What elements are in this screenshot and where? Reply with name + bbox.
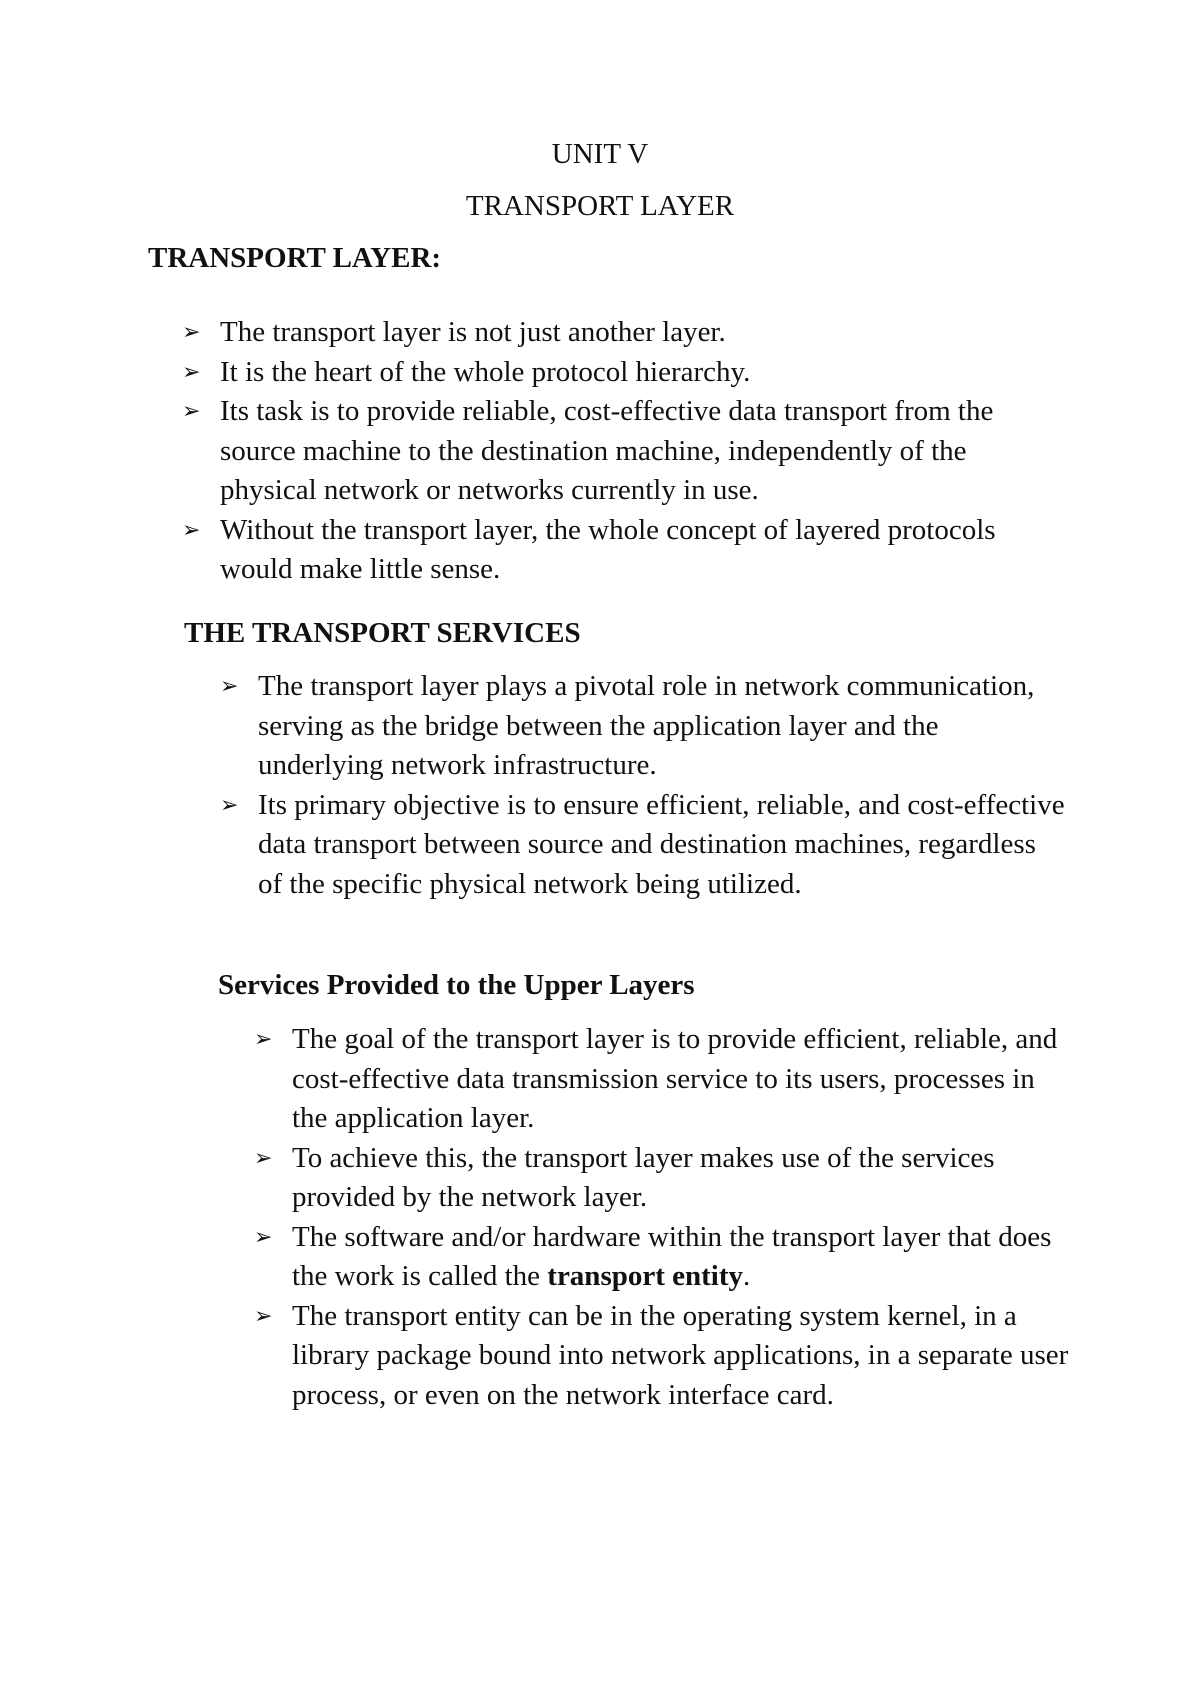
arrow-bullet-icon: ➢ <box>182 517 201 543</box>
list-item: ➢ Its primary objective is to ensure efficient, reliable, and cost-effective data transport between source and destination machines, regardless of the specific physical network being utilized. <box>220 786 1065 905</box>
arrow-bullet-icon: ➢ <box>182 359 201 385</box>
list-item: ➢ Its task is to provide reliable, cost-effective data transport from the source machine to the destination machine, independently of the physical network or networks currently in use. <box>182 392 1062 511</box>
list-item: ➢ The transport entity can be in the operating system kernel, in a library package bound into network applications, in a separate user process, or even on the network interface card. <box>254 1297 1069 1416</box>
list-item: ➢ Without the transport layer, the whole concept of layered protocols would make little sense. <box>182 511 1062 590</box>
transport-layer-bullet-list <box>182 313 1062 590</box>
section-heading-transport-services: THE TRANSPORT SERVICES <box>184 617 581 649</box>
list-item: ➢ The software and/or hardware within the transport layer that does the work is called the transport entity. <box>254 1218 1069 1297</box>
list-item: ➢ The transport layer plays a pivotal role in network communication, serving as the bridge between the application layer and the underlying network infrastructure. <box>220 667 1065 786</box>
arrow-bullet-icon: ➢ <box>254 1303 273 1329</box>
arrow-bullet-icon: ➢ <box>254 1027 273 1052</box>
section-heading-services-upper-layers: Services Provided to the Upper Layers <box>218 969 695 1001</box>
transport-services-bullet-list <box>220 667 1065 904</box>
transport-entity-term: transport entity <box>547 1260 744 1292</box>
arrow-bullet-icon: ➢ <box>182 320 201 345</box>
arrow-bullet-icon: ➢ <box>220 674 239 699</box>
list-item: ➢ It is the heart of the whole protocol hierarchy. <box>182 353 1062 393</box>
unit-label: UNIT V <box>551 138 649 170</box>
list-item: ➢ The goal of the transport layer is to provide efficient, reliable, and cost-effective data transmission service to its users, processes in the application layer. <box>254 1020 1069 1139</box>
arrow-bullet-icon: ➢ <box>182 399 201 424</box>
section-heading-transport-layer: TRANSPORT LAYER: <box>148 242 442 274</box>
arrow-bullet-icon: ➢ <box>254 1224 273 1250</box>
list-item: ➢ To achieve this, the transport layer makes use of the services provided by the network layer. <box>254 1139 1069 1218</box>
arrow-bullet-icon: ➢ <box>220 792 239 818</box>
page-title: TRANSPORT LAYER <box>465 190 735 222</box>
upper-layers-bullet-list <box>254 1020 1069 1415</box>
list-item: ➢ The transport layer is not just another layer. <box>182 313 1062 353</box>
arrow-bullet-icon: ➢ <box>254 1145 273 1171</box>
